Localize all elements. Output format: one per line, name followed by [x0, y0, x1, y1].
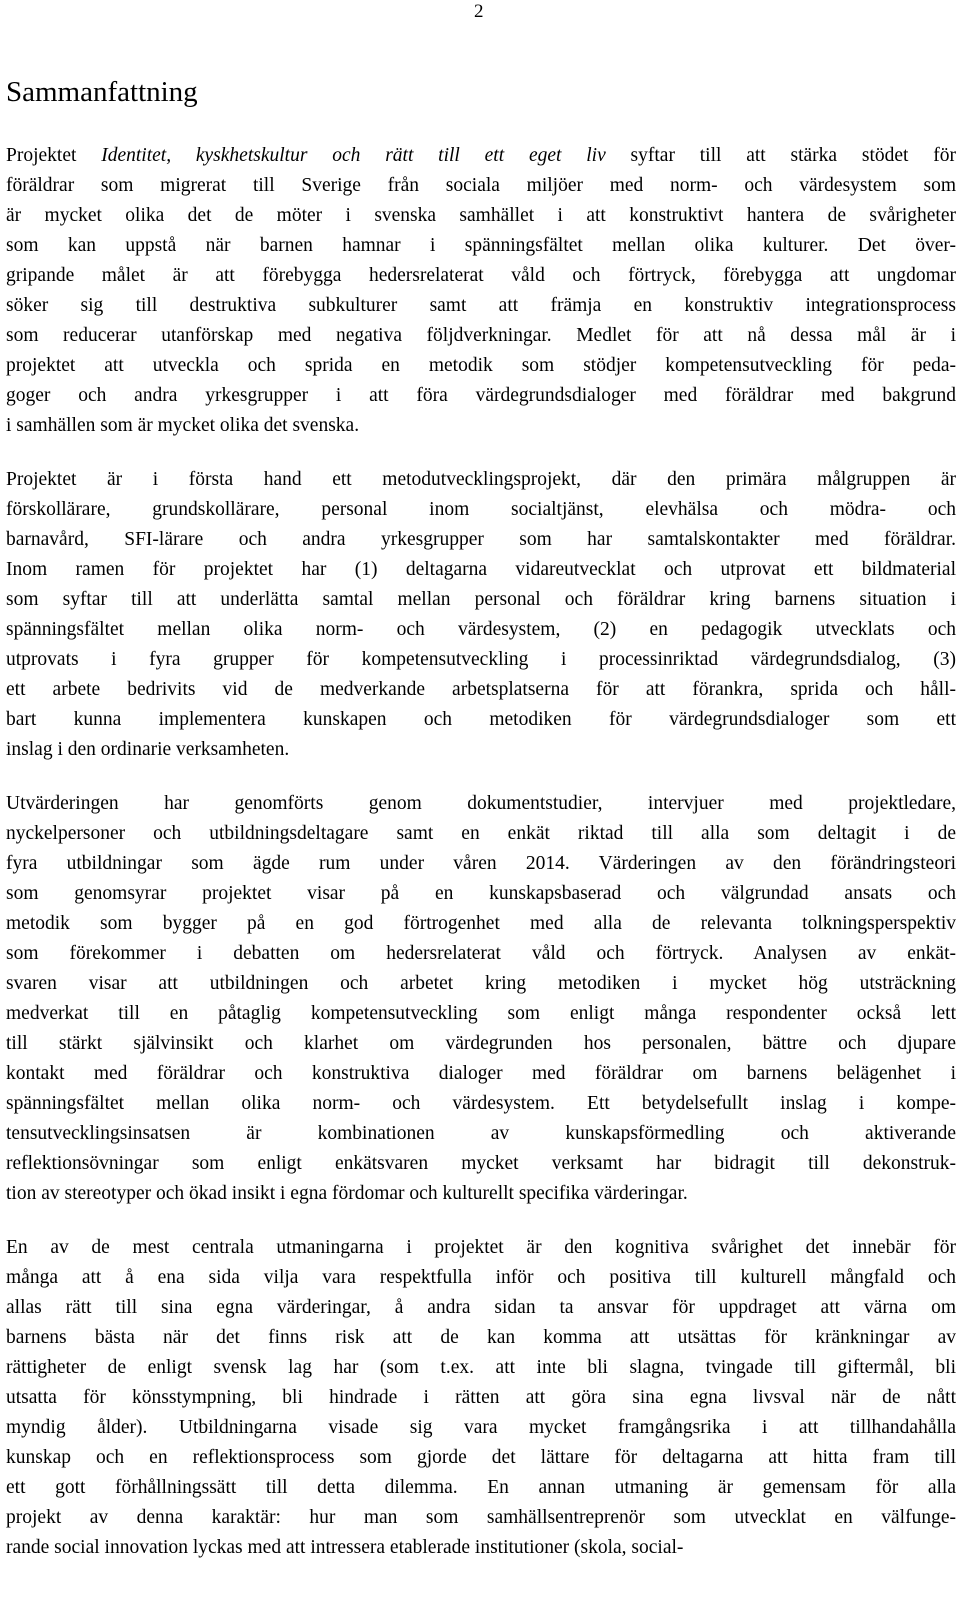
- text-line: [6, 909, 956, 939]
- text-line: [6, 969, 956, 999]
- text-segment: barnens bästa när det finns risk att de kan komma att utsättas för kränkningar av: [6, 1327, 956, 1348]
- text-segment: goger och andra yrkesgrupper i att föra värdegrundsdialoger med föräldrar med bakgrund: [6, 385, 956, 406]
- text-segment: Projektet är i första hand ett metodutvecklingsprojekt, där den primära målgruppen är: [6, 469, 956, 490]
- text-line: [6, 201, 956, 231]
- text-line: [6, 1473, 956, 1503]
- text-line: [6, 1293, 956, 1323]
- text-segment: allas rätt till sina egna värderingar, å andra sidan ta ansvar för uppdraget att värna om: [6, 1297, 956, 1318]
- paragraph-2: [6, 465, 956, 765]
- text-line: [6, 819, 956, 849]
- text-line: [6, 1353, 956, 1383]
- paragraph-1: [6, 141, 956, 441]
- paragraph-3: [6, 789, 956, 1209]
- text-line: [6, 1059, 956, 1089]
- text-line: [6, 141, 956, 171]
- text-segment: gripande målet är att förebygga hedersrelaterat våld och förtryck, förebygga att ungdomar: [6, 265, 956, 286]
- text-segment: rande social innovation lyckas med att intressera etablerade institutioner (skola, social-: [6, 1537, 684, 1558]
- text-line: [6, 939, 956, 969]
- text-line: [6, 381, 956, 411]
- text-line: [6, 585, 956, 615]
- text-segment: Inom ramen för projektet har (1) deltagarna vidareutvecklat och utprovat ett bildmaterial: [6, 559, 956, 580]
- text-line: [6, 291, 956, 321]
- text-segment: som reducerar utanförskap med negativa följdverkningar. Medlet för att nå dessa mål är i: [6, 325, 956, 346]
- text-segment: nyckelpersoner och utbildningsdeltagare samt en enkät riktad till alla som deltagit i de: [6, 823, 956, 844]
- text-segment: metodik som bygger på en god förtrogenhet med alla de relevanta tolkningsperspektiv: [6, 913, 956, 934]
- section-title: Sammanfattning: [6, 76, 198, 108]
- text-line: [6, 411, 956, 441]
- text-line: [6, 1533, 956, 1563]
- text-line: [6, 1089, 956, 1119]
- text-segment: förskollärare, grundskollärare, personal inom socialtjänst, elevhälsa och mödra- och: [6, 499, 956, 520]
- text-segment: Projektet: [6, 145, 102, 166]
- text-segment: föräldrar som migrerat till Sverige från sociala miljöer med norm- och värdesystem som: [6, 175, 956, 196]
- text-segment: som genomsyrar projektet visar på en kunskapsbaserad och välgrundad ansats och: [6, 883, 956, 904]
- text-segment: myndig ålder). Utbildningarna visade sig vara mycket framgångsrika i att tillhandahålla: [6, 1417, 956, 1438]
- text-segment: kontakt med föräldrar och konstruktiva dialoger med föräldrar om barnens belägenhet i: [6, 1063, 956, 1084]
- text-segment: spänningsfältet mellan olika norm- och värdesystem. Ett betydelsefullt inslag i kompe-: [6, 1093, 956, 1114]
- text-segment: utprovats i fyra grupper för kompetensutveckling i processinriktad värdegrundsdialog, (3): [6, 649, 956, 670]
- paragraph-4: [6, 1233, 956, 1563]
- text-line: [6, 1119, 956, 1149]
- text-line: [6, 1179, 956, 1209]
- text-line: [6, 1413, 956, 1443]
- paragraph-gap: [6, 1209, 956, 1233]
- text-segment: rättigheter de enligt svensk lag har (som t.ex. att inte bli slagna, tvingade till giftermål, bli: [6, 1357, 956, 1378]
- text-segment: söker sig till destruktiva subkulturer samt att främja en konstruktiv integrationsprocess: [6, 295, 956, 316]
- document-body: [6, 141, 956, 1563]
- text-segment: som syftar till att underlätta samtal mellan personal och föräldrar kring barnens situation i: [6, 589, 956, 610]
- text-segment: barnavård, SFI-lärare och andra yrkesgrupper som har samtalskontakter med föräldrar.: [6, 529, 956, 550]
- text-segment: reflektionsövningar som enligt enkätsvaren mycket verksamt har bidragit till dekonstruk-: [6, 1153, 956, 1174]
- text-segment: många att å ena sida vilja vara respektfulla inför och positiva till kulturell mångfald och: [6, 1267, 956, 1288]
- text-line: [6, 1443, 956, 1473]
- text-segment: svaren visar att utbildningen och arbetet kring metodiken i mycket hög utsträckning: [6, 973, 956, 994]
- text-segment: fyra utbildningar som ägde rum under våren 2014. Värderingen av den förändringsteori: [6, 853, 956, 874]
- text-segment: är mycket olika det de möter i svenska samhället i att konstruktivt hantera de svårigheter: [6, 205, 956, 226]
- text-segment: utsatta för könsstympning, bli hindrade i rätten att göra sina egna livsval när de nått: [6, 1387, 956, 1408]
- text-segment: projekt av denna karaktär: hur man som samhällsentreprenör som utvecklat en välfunge-: [6, 1507, 956, 1528]
- text-line: [6, 675, 956, 705]
- text-line: [6, 1263, 956, 1293]
- text-line: [6, 495, 956, 525]
- text-segment: bart kunna implementera kunskapen och metodiken för värdegrundsdialoger som ett: [6, 709, 956, 730]
- text-line: [6, 321, 956, 351]
- text-line: [6, 705, 956, 735]
- text-line: [6, 999, 956, 1029]
- text-line: [6, 351, 956, 381]
- text-segment: syftar till att stärka stödet för: [605, 145, 956, 166]
- text-line: [6, 735, 956, 765]
- text-segment: kunskap och en reflektionsprocess som gjorde det lättare för deltagarna att hitta fram till: [6, 1447, 956, 1468]
- text-line: [6, 1503, 956, 1533]
- text-line: [6, 555, 956, 585]
- text-line: [6, 879, 956, 909]
- text-line: [6, 615, 956, 645]
- text-segment: i samhällen som är mycket olika det svenska.: [6, 415, 360, 436]
- text-line: [6, 1383, 956, 1413]
- text-segment: som kan uppstå när barnen hamnar i spänningsfältet mellan olika kulturer. Det över-: [6, 235, 956, 256]
- text-segment: Utvärderingen har genomförts genom dokumentstudier, intervjuer med projektledare,: [6, 793, 956, 814]
- paragraph-gap: [6, 441, 956, 465]
- text-line: [6, 525, 956, 555]
- text-segment: En av de mest centrala utmaningarna i projektet är den kognitiva svårighet det innebär för: [6, 1237, 956, 1258]
- text-segment: till stärkt självinsikt och klarhet om värdegrunden hos personalen, bättre och djupare: [6, 1033, 956, 1054]
- text-segment: ett gott förhållningssätt till detta dilemma. En annan utmaning är gemensam för alla: [6, 1477, 956, 1498]
- text-segment: inslag i den ordinarie verksamheten.: [6, 739, 290, 760]
- text-segment: tion av stereotyper och ökad insikt i egna fördomar och kulturellt specifika värderingar.: [6, 1183, 688, 1204]
- text-line: [6, 645, 956, 675]
- text-line: [6, 1149, 956, 1179]
- text-segment: spänningsfältet mellan olika norm- och värdesystem, (2) en pedagogik utvecklats och: [6, 619, 956, 640]
- text-segment: medverkat till en påtaglig kompetensutveckling som enligt många respondenter också lett: [6, 1003, 956, 1024]
- text-line: [6, 849, 956, 879]
- text-segment: ett arbete bedrivits vid de medverkande arbetsplatserna för att förankra, sprida och håll-: [6, 679, 956, 700]
- text-segment: tensutvecklingsinsatsen är kombinationen av kunskapsförmedling och aktiverande: [6, 1123, 956, 1144]
- text-segment: som förekommer i debatten om hedersrelaterat våld och förtryck. Analysen av enkät-: [6, 943, 956, 964]
- page-number: 2: [474, 1, 484, 22]
- text-segment: projektet att utveckla och sprida en metodik som stödjer kompetensutveckling för peda-: [6, 355, 956, 376]
- text-line: [6, 1323, 956, 1353]
- text-line: [6, 1029, 956, 1059]
- text-line: [6, 465, 956, 495]
- text-line: [6, 171, 956, 201]
- italic-text: Identitet, kyskhetskultur och rätt till ett eget liv: [101, 145, 606, 166]
- text-line: [6, 789, 956, 819]
- text-line: [6, 231, 956, 261]
- text-line: [6, 1233, 956, 1263]
- text-line: [6, 261, 956, 291]
- paragraph-gap: [6, 765, 956, 789]
